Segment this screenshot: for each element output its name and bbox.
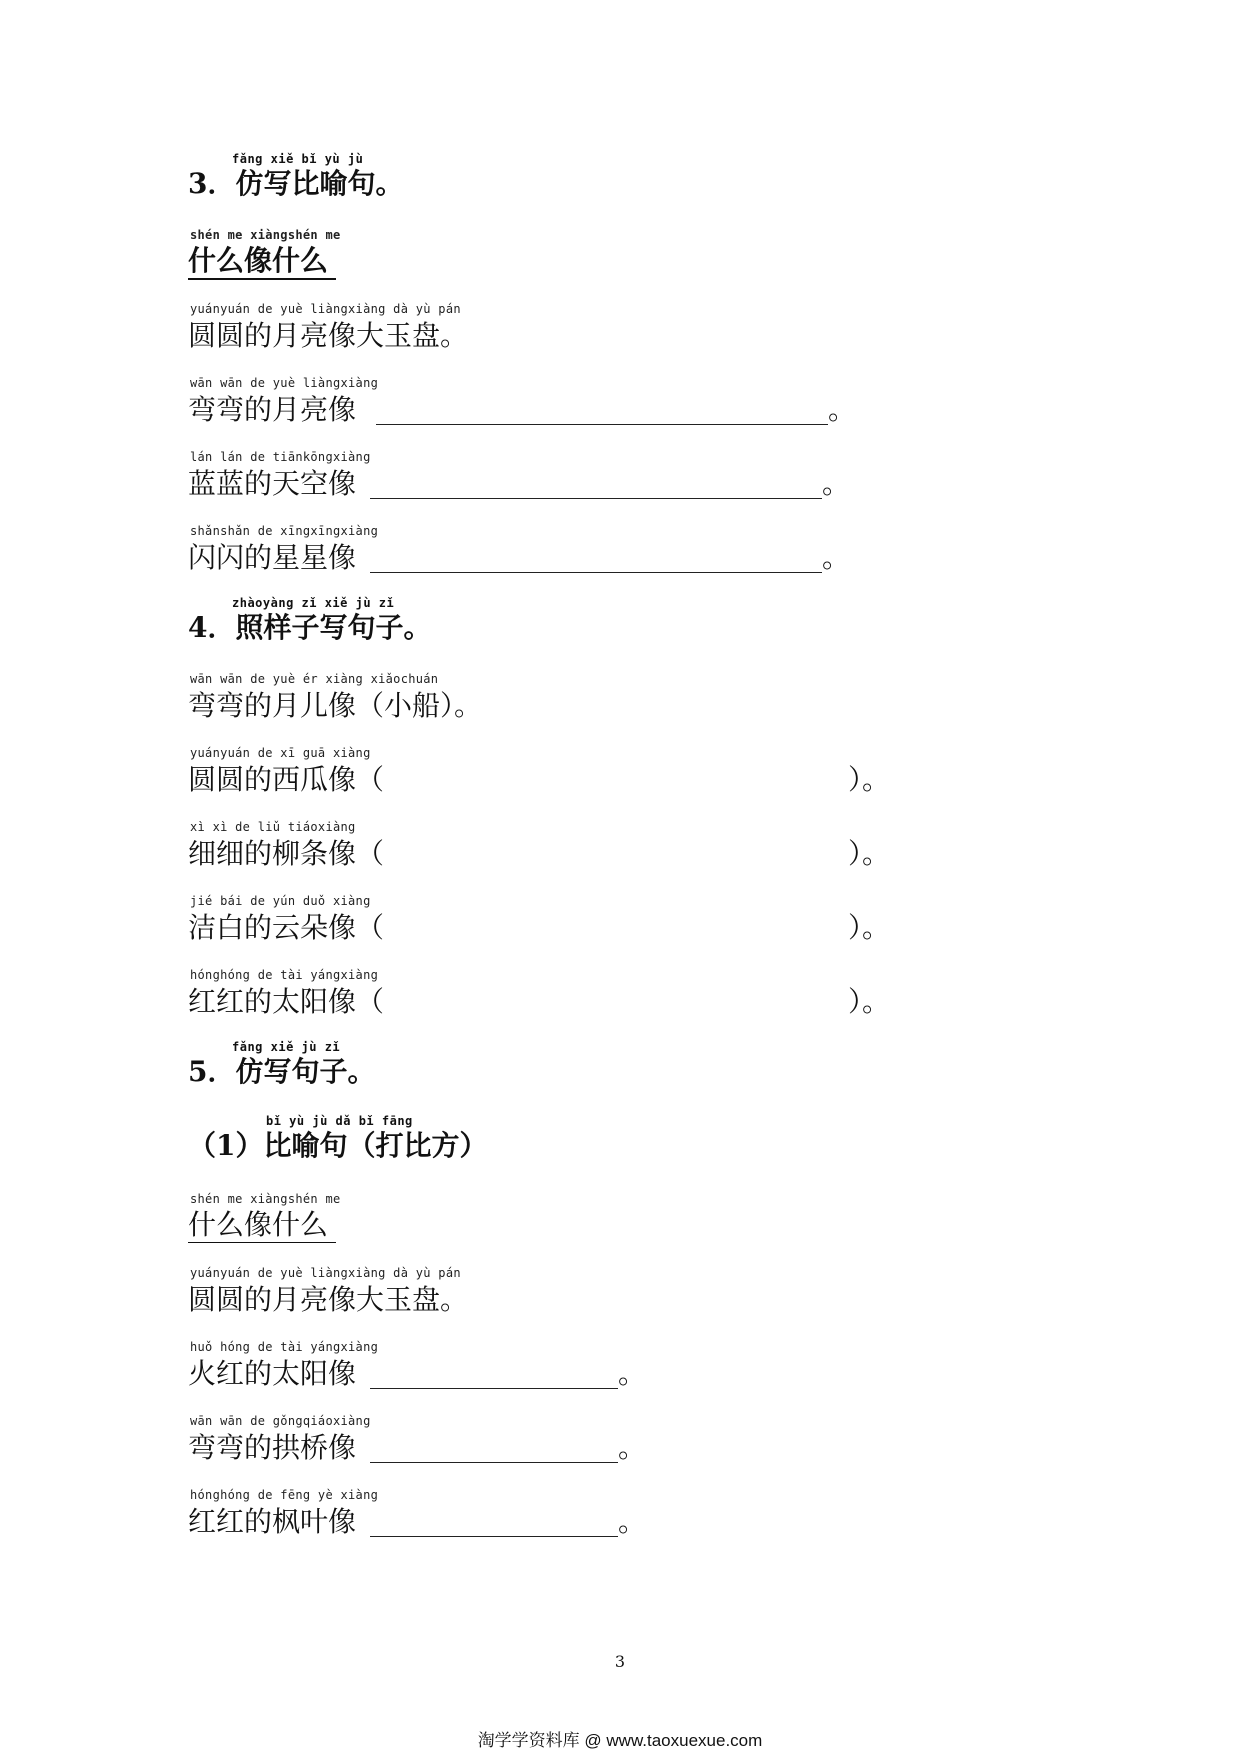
q5-item-2-text: 弯弯的拱桥像 [188, 1431, 357, 1464]
q5-item-1-text: 火红的太阳像 [188, 1357, 357, 1390]
q5-item-2-answer-blank[interactable] [370, 1462, 618, 1463]
q5-item-2 [188, 1414, 1008, 1474]
section-5-title: 5．仿写句子。 [188, 1055, 376, 1088]
q5-item-1 [188, 1340, 1008, 1400]
q5-item-3-text: 红红的枫叶像 [188, 1505, 357, 1538]
q5-item-1-pinyin: huǒ hóng de tài yángxiàng [190, 1340, 379, 1354]
section-3-title: 3．仿写比喻句。 [188, 167, 404, 200]
q5-pattern-text: 什么像什么 [188, 1208, 336, 1243]
q3-item-2-text: 蓝蓝的天空像 [188, 467, 357, 500]
q3-pattern-row [188, 228, 1008, 288]
section-4-pinyin: zhàoyàng zǐ xiě jù zǐ [232, 596, 395, 610]
q4-item-1-end: ）。 [848, 763, 891, 796]
q4-item-4-end: ）。 [848, 985, 891, 1018]
section-5-pinyin: fǎng xiě jù zǐ [232, 1040, 341, 1054]
q4-item-1-text: 圆圆的西瓜像（ [188, 763, 385, 796]
q3-pattern-pinyin: shén me xiàngshén me [190, 228, 341, 242]
q3-item-1-pinyin: wān wān de yuè liàngxiàng [190, 376, 379, 390]
q3-item-1-end: 。 [828, 393, 857, 426]
q3-item-1 [188, 376, 1008, 436]
q4-item-4-answer-space[interactable] [400, 1016, 840, 1017]
q3-item-3 [188, 524, 1008, 584]
q4-item-3-answer-space[interactable] [400, 942, 840, 943]
q3-item-1-text: 弯弯的月亮像 [188, 393, 357, 426]
q4-item-4-text: 红红的太阳像（ [188, 985, 385, 1018]
q5-example-pinyin: yuányuán de yuè liàngxiàng dà yù pán [190, 1266, 461, 1280]
q5-item-2-pinyin: wān wān de gǒngqiáoxiàng [190, 1414, 371, 1428]
section-5-sub-pinyin: bǐ yù jù dǎ bǐ fāng [266, 1114, 413, 1128]
section-4-title: 4．照样子写句子。 [188, 611, 432, 644]
page-number: 3 [614, 1652, 626, 1671]
q4-example-text: 弯弯的月儿像（小船）。 [188, 689, 483, 722]
q4-item-1-answer-space[interactable] [400, 794, 840, 795]
q4-item-4 [188, 968, 1008, 1028]
section-5-sub-title: （1）比喻句（打比方） [188, 1129, 488, 1162]
q4-item-3-pinyin: jié bái de yún duǒ xiàng [190, 894, 371, 908]
q4-item-4-pinyin: hónghóng de tài yángxiàng [190, 968, 379, 982]
q5-item-3-pinyin: hónghóng de fēng yè xiàng [190, 1488, 379, 1502]
q3-item-3-pinyin: shǎnshǎn de xīngxīngxiàng [190, 524, 379, 538]
q4-example-pinyin: wān wān de yuè ér xiàng xiǎochuán [190, 672, 439, 686]
q3-item-2 [188, 450, 1008, 510]
q3-item-3-end: 。 [822, 541, 851, 574]
q5-item-1-answer-blank[interactable] [370, 1388, 618, 1389]
q3-item-1-answer-blank[interactable] [376, 424, 828, 425]
q3-example-text: 圆圆的月亮像大玉盘。 [188, 319, 469, 352]
footer-watermark: 淘学学资料库 @ www.taoxuexue.com [477, 1731, 763, 1750]
q5-pattern-pinyin: shén me xiàngshén me [190, 1192, 341, 1206]
section-3-pinyin: fǎng xiě bǐ yù jù [232, 152, 364, 166]
q4-item-1-pinyin: yuányuán de xī guā xiàng [190, 746, 371, 760]
q5-item-2-end: 。 [618, 1431, 647, 1464]
q5-example-text: 圆圆的月亮像大玉盘。 [188, 1283, 469, 1316]
q3-pattern-text: 什么像什么 [188, 244, 336, 280]
q3-item-2-answer-blank[interactable] [370, 498, 822, 499]
q4-item-2-text: 细细的柳条像（ [188, 837, 385, 870]
q3-example-row [188, 302, 1008, 362]
q3-item-2-pinyin: lán lán de tiānkōngxiàng [190, 450, 371, 464]
q3-example-pinyin: yuányuán de yuè liàngxiàng dà yù pán [190, 302, 461, 316]
q4-item-3 [188, 894, 1008, 954]
q4-item-2-answer-space[interactable] [400, 868, 840, 869]
q4-item-3-end: ）。 [848, 911, 891, 944]
q4-example-row [188, 672, 1008, 732]
q3-item-3-text: 闪闪的星星像 [188, 541, 357, 574]
q5-item-3-answer-blank[interactable] [370, 1536, 618, 1537]
q5-item-3 [188, 1488, 1008, 1548]
q4-item-2 [188, 820, 1008, 880]
q3-item-3-answer-blank[interactable] [370, 572, 822, 573]
q4-item-3-text: 洁白的云朵像（ [188, 911, 385, 944]
q5-item-3-end: 。 [618, 1505, 647, 1538]
q3-item-2-end: 。 [822, 467, 851, 500]
q5-example-row [188, 1266, 1008, 1326]
q5-item-1-end: 。 [618, 1357, 647, 1390]
q4-item-2-pinyin: xì xì de liǔ tiáoxiàng [190, 820, 356, 834]
q5-pattern-row [188, 1192, 1008, 1252]
q4-item-2-end: ）。 [848, 837, 891, 870]
q4-item-1 [188, 746, 1008, 806]
